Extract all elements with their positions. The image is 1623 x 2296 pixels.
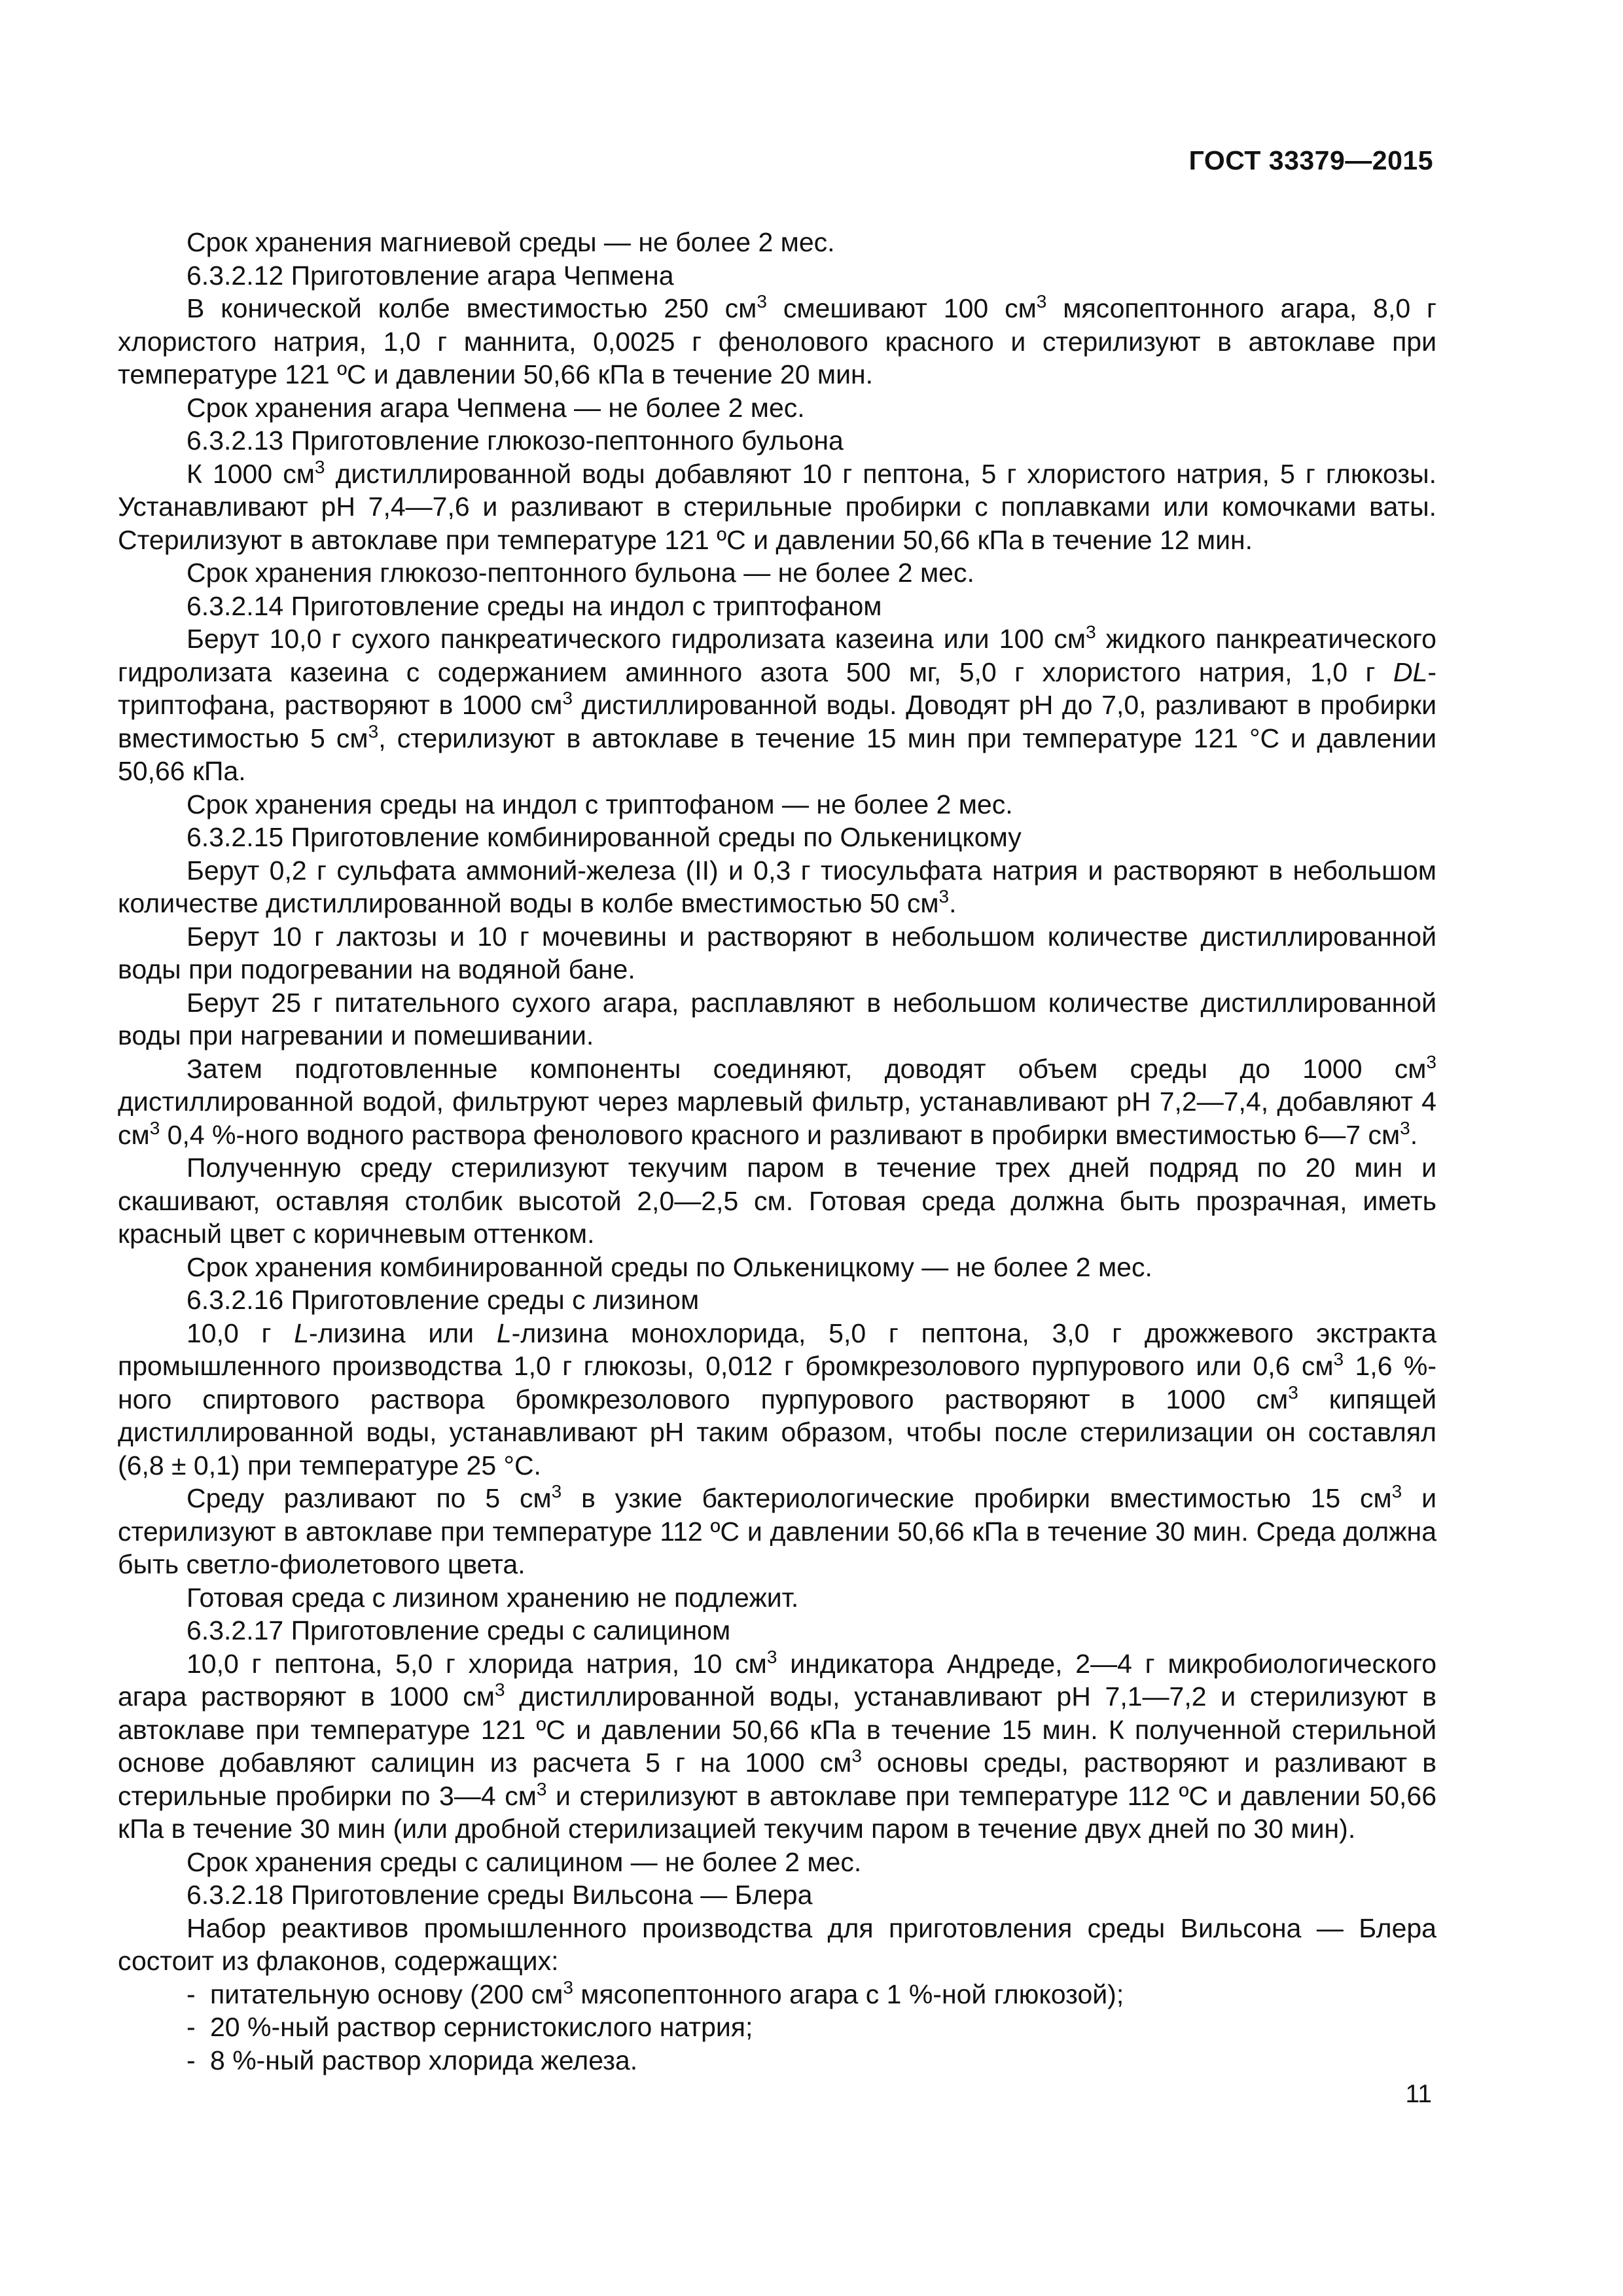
section-heading: 6.3.2.13 Приготовление глюкозо-пептонного бульона [187, 425, 844, 456]
list-item [118, 1978, 1436, 2011]
paragraph: Срок хранения глюкозо-пептонного бульона — не более 2 мес. [187, 558, 974, 588]
paragraph: Срок хранения агара Чепмена — не более 2 мес. [187, 392, 805, 423]
section-heading: 6.3.2.18 Приготовление среды Вильсона — Блера [187, 1880, 813, 1910]
paragraph: 10,0 г L-лизина или L-лизина монохлорида, 5,0 г пептона, 3,0 г дрожжевого экстракта промышленного производства 1,0 г глюкозы, 0,012 г бромкрезолового пурпурового или 0,6 $см^3$ 1,6 %-ного спиртового раствора бромкрезолового пурпурового растворяют в 1000 $см^3$ кипящей дистиллированной воды, устанавливают pH таким образом, чтобы после стерилизации он составлял (6,8 ± 0,1) при температуре 25 °С. [118, 1318, 1436, 1480]
section-heading: 6.3.2.16 Приготовление среды с лизином [187, 1285, 700, 1315]
paragraph: Срок хранения среды на индол с триптофаном — не более 2 мес. [187, 789, 1013, 819]
paragraph: В конической колбе вместимостью 250 $см^3$ смешивают 100 $см^3$ мясопептонного агара, 8,0 г хлористого натрия, 1,0 г маннита, 0,0025 г фенолового красного и стерилизуют в автоклаве при температуре 121 ºС и давлении 50,66 кПа в течение 20 мин. [118, 291, 1436, 389]
list-item-text: 8 %-ный раствор хлорида железа. [210, 2045, 638, 2075]
paragraph: Берут 25 г питательного сухого агара, расплавляют в небольшом количестве дистиллированной воды при нагревании и помешивании. [118, 987, 1436, 1050]
list-item [118, 2011, 1436, 2044]
list-marker: - [187, 2045, 196, 2075]
section-heading: 6.3.2.14 Приготовление среды на индол с триптофаном [187, 590, 882, 621]
page-number: 11 [1405, 2080, 1432, 2108]
paragraph: Затем подготовленные компоненты соединяют, доводят объем среды до 1000 $см^3$ дистиллированной водой, фильтруют через марлевый фильтр, устанавливают pH 7,2—7,4, добавляют 4 $см^3$ 0,4 %-ного водного раствора фенолового красного и разливают в пробирки вместимостью 6—7 $см^3$. [118, 1051, 1436, 1150]
paragraph: Берут 10,0 г сухого панкреатического гидролизата казеина или 100 $см^3$ жидкого панкреатического гидролизата казеина с содержанием аминного азота 500 мг, 5,0 г хлористого натрия, 1,0 г DL-триптофана, растворяют в 1000 $см^3$ дистиллированной воды. Доводят pH до 7,0, разливают в пробирки вместимостью 5 $см^3$, стерилизуют в автоклаве в течение 15 мин при температуре 121 °С и давлении 50,66 кПа. [118, 622, 1436, 786]
section-heading: 6.3.2.17 Приготовление среды с салицином [187, 1615, 731, 1645]
list-item-text: 20 %-ный раствор сернистокислого натрия; [210, 2012, 753, 2042]
paragraph: Берут 10 г лактозы и 10 г мочевины и растворяют в небольшом количестве дистиллированной воды при подогревании на водяной бане. [118, 921, 1436, 984]
paragraph: Берут 0,2 г сульфата аммоний-железа (II) и 0,3 г тиосульфата натрия и растворяют в небольшом количестве дистиллированной воды в колбе вместимостью 50 $см^3$. [118, 855, 1436, 918]
paragraph: К 1000 $см^3$ дистиллированной воды добавляют 10 г пептона, 5 г хлористого натрия, 5 г глюкозы. Устанавливают pH 7,4—7,6 и разливают в стерильные пробирки с поплавками или комочками ваты. Стерилизуют в автоклаве при температуре 121 ºС и давлении 50,66 кПа в течение 12 мин. [118, 456, 1436, 555]
paragraph: Полученную среду стерилизуют текучим паром в течение трех дней подряд по 20 мин и скашивают, оставляя столбик высотой 2,0—2,5 см. Готовая среда должна быть прозрачная, иметь красный цвет с коричневым оттенком. [118, 1153, 1436, 1249]
section-heading: 6.3.2.12 Приготовление агара Чепмена [187, 260, 674, 291]
paragraph: Готовая среда с лизином хранению не подлежит. [187, 1582, 799, 1613]
document-body [118, 226, 1436, 2077]
paragraph: 10,0 г пептона, 5,0 г хлорида натрия, 10 $см^3$ индикатора Андреде, 2—4 г микробиологического агара растворяют в 1000 $см^3$ дистиллированной воды, устанавливают pH 7,1—7,2 и стерилизуют в автоклаве при температуре 121 ºС и давлении 50,66 кПа в течение 15 мин. К полученной стерильной основе добавляют салицин из расчета 5 г на 1000 $см^3$ основы среды, растворяют и разливают в стерильные пробирки по 3—4 $см^3$ и стерилизуют в автоклаве при температуре 112 ºС и давлении 50,66 кПа в течение 30 мин (или дробной стерилизацией текучим паром в течение двух дней по 30 мин). [118, 1646, 1436, 1844]
paragraph: Набор реактивов промышленного производства для приготовления среды Вильсона — Блера состоит из флаконов, содержащих: [118, 1912, 1436, 1976]
list-marker: - [187, 2012, 196, 2042]
paragraph: Срок хранения магниевой среды — не более 2 мес. [187, 227, 835, 257]
paragraph: Срок хранения комбинированной среды по Олькеницкому — не более 2 мес. [187, 1251, 1152, 1282]
standard-designation: ГОСТ 33379—2015 [1188, 145, 1433, 175]
section-heading: 6.3.2.15 Приготовление комбинированной среды по Олькеницкому [187, 822, 1022, 852]
list-item-text: питательную основу (200 $см^3$ мясопептонного агара с 1 %-ной глюкозой); [210, 1977, 1124, 2009]
paragraph: Срок хранения среды с салицином — не более 2 мес. [187, 1846, 862, 1877]
paragraph: Среду разливают по 5 $см^3$ в узкие бактериологические пробирки вместимостью 15 $см^3$ и стерилизуют в автоклаве при температуре 112 ºС и давлении 50,66 кПа в течение 30 мин. Среда должна быть светло-фиолетового цвета. [118, 1481, 1436, 1579]
list-item [118, 2044, 1436, 2077]
list-marker: - [187, 1979, 196, 2009]
